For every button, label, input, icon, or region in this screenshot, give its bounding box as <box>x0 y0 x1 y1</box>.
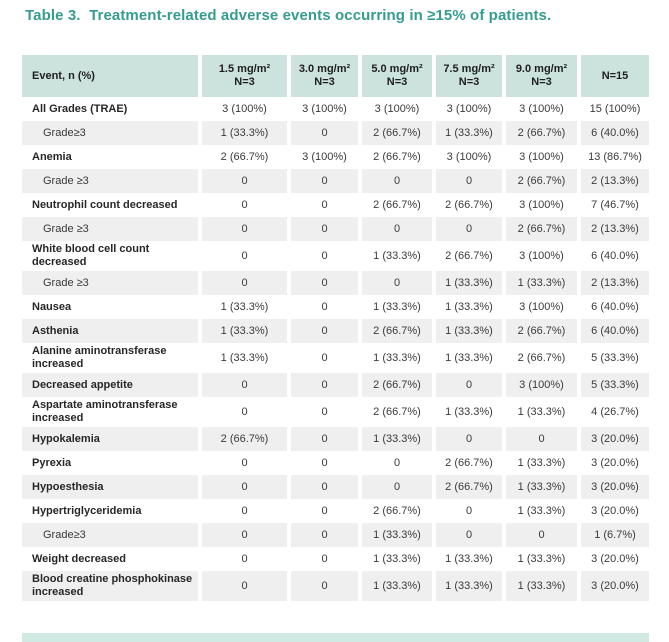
value-cell: 2 (66.7%) <box>358 121 432 145</box>
event-label: Hypoesthesia <box>22 475 198 499</box>
value-cell: 3 (20.0%) <box>577 475 649 499</box>
value-cell: 1 (33.3%) <box>432 343 502 373</box>
column-header <box>577 55 649 97</box>
value-cell: 1 (33.3%) <box>432 295 502 319</box>
value-cell: 4 (26.7%) <box>577 397 649 427</box>
table-row <box>22 475 649 499</box>
event-label: Weight decreased <box>32 552 126 565</box>
value-cell: 0 <box>432 523 502 547</box>
event-label: Pyrexia <box>32 456 72 469</box>
value-cell: 1 (33.3%) <box>432 121 502 145</box>
column-header <box>287 55 358 97</box>
value-cell: 0 <box>502 427 577 451</box>
value-cell: 7 (46.7%) <box>577 193 649 217</box>
table-body <box>22 97 649 601</box>
event-label: All Grades (TRAE) <box>32 102 128 115</box>
column-header-line1: 1.5 mg/m² <box>218 63 271 75</box>
table-row <box>22 427 649 451</box>
value-cell: 0 <box>432 169 502 193</box>
value-cell: 3 (100%) <box>287 97 358 121</box>
value-cell: 1 (33.3%) <box>358 571 432 601</box>
value-cell: 0 <box>287 451 358 475</box>
value-cell: 3 (100%) <box>358 97 432 121</box>
value-cell: 1 (33.3%) <box>502 271 577 295</box>
table-row <box>22 271 649 295</box>
value-cell: 2 (66.7%) <box>358 193 432 217</box>
event-label: Alanine aminotransferase increased <box>32 345 167 370</box>
table-title: Table 3. Treatment-related adverse events occurring in ≥15% of patients. <box>25 7 552 24</box>
value-cell: 2 (66.7%) <box>432 451 502 475</box>
value-cell: 0 <box>287 271 358 295</box>
value-cell: 1 (33.3%) <box>432 397 502 427</box>
column-header-line2: N=3 <box>458 76 480 88</box>
event-label: Decreased appetite <box>22 373 198 397</box>
value-cell: 0 <box>198 571 287 601</box>
value-cell: 0 <box>358 217 432 241</box>
table-row <box>22 451 649 475</box>
value-cell: 0 <box>358 271 432 295</box>
value-cell: 1 (33.3%) <box>502 397 577 427</box>
value-cell: 3 (100%) <box>502 145 577 169</box>
value-cell: 0 <box>287 241 358 271</box>
event-label: Aspartate aminotransferase increased <box>32 399 178 424</box>
table-row <box>22 547 649 571</box>
table-row <box>22 373 649 397</box>
value-cell: 1 (33.3%) <box>502 571 577 601</box>
table-header <box>22 55 649 97</box>
value-cell: 0 <box>287 193 358 217</box>
column-header <box>22 55 198 97</box>
value-cell: 1 (33.3%) <box>432 547 502 571</box>
value-cell: 2 (66.7%) <box>358 319 432 343</box>
column-header <box>502 55 577 97</box>
value-cell: 1 (33.3%) <box>358 343 432 373</box>
value-cell: 3 (20.0%) <box>577 427 649 451</box>
event-label: Grade ≥3 <box>22 169 198 193</box>
value-cell: 0 <box>358 451 432 475</box>
column-header-line1: 7.5 mg/m² <box>443 63 495 75</box>
value-cell: 0 <box>198 451 287 475</box>
value-cell: 2 (66.7%) <box>358 397 432 427</box>
column-header-line1: Event, n (%) <box>32 69 95 82</box>
value-cell: 5 (33.3%) <box>577 373 649 397</box>
value-cell: 0 <box>198 271 287 295</box>
value-cell: 6 (40.0%) <box>577 295 649 319</box>
column-header-line2: N=3 <box>386 76 408 88</box>
column-header-line2: N=3 <box>314 76 335 88</box>
value-cell: 2 (66.7%) <box>432 241 502 271</box>
value-cell: 0 <box>198 397 287 427</box>
value-cell: 0 <box>287 217 358 241</box>
column-header <box>432 55 502 97</box>
value-cell: 0 <box>198 373 287 397</box>
value-cell: 13 (86.7%) <box>577 145 649 169</box>
event-label: Blood creatine phosphokinase increased <box>22 571 198 601</box>
value-cell: 2 (66.7%) <box>502 343 577 373</box>
event-label: Hypokalemia <box>22 427 198 451</box>
value-cell: 1 (33.3%) <box>358 547 432 571</box>
value-cell: 0 <box>432 217 502 241</box>
value-cell: 3 (100%) <box>432 97 502 121</box>
footer-accent-bar <box>22 633 649 642</box>
value-cell: 1 (33.3%) <box>502 499 577 523</box>
value-cell: 0 <box>198 523 287 547</box>
value-cell: 0 <box>287 523 358 547</box>
value-cell: 0 <box>198 241 287 271</box>
value-cell: 3 (100%) <box>287 145 358 169</box>
value-cell: 0 <box>287 571 358 601</box>
value-cell: 2 (66.7%) <box>502 319 577 343</box>
table-row <box>22 295 649 319</box>
value-cell: 0 <box>287 547 358 571</box>
column-header-line1: 5.0 mg/m² <box>371 63 423 75</box>
event-label: Grade ≥3 <box>22 217 198 241</box>
event-label: Grade≥3 <box>22 523 198 547</box>
table-row <box>22 97 649 121</box>
value-cell: 0 <box>358 169 432 193</box>
value-cell: 0 <box>287 427 358 451</box>
column-header <box>358 55 432 97</box>
value-cell: 3 (20.0%) <box>577 451 649 475</box>
column-header-line1: 9.0 mg/m² <box>515 63 568 75</box>
value-cell: 2 (66.7%) <box>502 121 577 145</box>
column-header-line2: N=3 <box>531 76 552 88</box>
column-header-line1: N=15 <box>601 69 629 82</box>
event-label: Nausea <box>32 300 72 313</box>
value-cell: 2 (13.3%) <box>577 271 649 295</box>
value-cell: 3 (100%) <box>432 145 502 169</box>
value-cell: 0 <box>287 169 358 193</box>
value-cell: 2 (66.7%) <box>198 145 287 169</box>
table-row <box>22 397 649 427</box>
value-cell: 15 (100%) <box>577 97 649 121</box>
value-cell: 0 <box>287 295 358 319</box>
table-row <box>22 319 649 343</box>
value-cell: 5 (33.3%) <box>577 343 649 373</box>
value-cell: 1 (33.3%) <box>502 547 577 571</box>
value-cell: 0 <box>198 169 287 193</box>
value-cell: 6 (40.0%) <box>577 241 649 271</box>
value-cell: 3 (100%) <box>502 373 577 397</box>
table-row <box>22 571 649 601</box>
event-label: Anemia <box>32 150 72 163</box>
table-row <box>22 169 649 193</box>
value-cell: 2 (66.7%) <box>358 499 432 523</box>
value-cell: 2 (66.7%) <box>432 475 502 499</box>
value-cell: 0 <box>198 193 287 217</box>
value-cell: 1 (33.3%) <box>198 295 287 319</box>
value-cell: 2 (13.3%) <box>577 217 649 241</box>
value-cell: 0 <box>287 397 358 427</box>
value-cell: 0 <box>198 547 287 571</box>
value-cell: 3 (100%) <box>198 97 287 121</box>
header-row <box>22 55 649 97</box>
value-cell: 2 (66.7%) <box>502 169 577 193</box>
event-label: Grade≥3 <box>22 121 198 145</box>
value-cell: 0 <box>287 499 358 523</box>
value-cell: 1 (33.3%) <box>198 121 287 145</box>
value-cell: 1 (33.3%) <box>432 319 502 343</box>
table-row <box>22 499 649 523</box>
value-cell: 1 (33.3%) <box>358 241 432 271</box>
table-row <box>22 217 649 241</box>
value-cell: 2 (66.7%) <box>358 373 432 397</box>
value-cell: 1 (33.3%) <box>432 271 502 295</box>
value-cell: 1 (33.3%) <box>502 475 577 499</box>
value-cell: 3 (100%) <box>502 193 577 217</box>
value-cell: 0 <box>287 319 358 343</box>
event-label: Hypertriglyceridemia <box>32 504 142 517</box>
value-cell: 2 (13.3%) <box>577 169 649 193</box>
value-cell: 2 (66.7%) <box>432 193 502 217</box>
value-cell: 3 (100%) <box>502 295 577 319</box>
value-cell: 6 (40.0%) <box>577 121 649 145</box>
value-cell: 2 (66.7%) <box>358 145 432 169</box>
value-cell: 6 (40.0%) <box>577 319 649 343</box>
value-cell: 3 (20.0%) <box>577 547 649 571</box>
table-row <box>22 193 649 217</box>
value-cell: 0 <box>198 499 287 523</box>
value-cell: 1 (33.3%) <box>358 427 432 451</box>
value-cell: 0 <box>198 217 287 241</box>
value-cell: 0 <box>502 523 577 547</box>
value-cell: 3 (100%) <box>502 97 577 121</box>
adverse-events-table <box>22 55 649 601</box>
table-row <box>22 343 649 373</box>
event-label: Asthenia <box>22 319 198 343</box>
column-header-line1: 3.0 mg/m² <box>298 63 351 75</box>
value-cell: 1 (33.3%) <box>198 319 287 343</box>
event-label: Neutrophil count decreased <box>32 198 178 211</box>
event-label: Grade ≥3 <box>22 271 198 295</box>
value-cell: 1 (33.3%) <box>198 343 287 373</box>
column-header-line2: N=3 <box>234 76 255 88</box>
event-label: White blood cell count decreased <box>32 243 150 268</box>
value-cell: 3 (20.0%) <box>577 571 649 601</box>
value-cell: 0 <box>198 475 287 499</box>
table-row <box>22 145 649 169</box>
value-cell: 0 <box>287 373 358 397</box>
value-cell: 0 <box>287 343 358 373</box>
value-cell: 0 <box>432 373 502 397</box>
table-row <box>22 121 649 145</box>
value-cell: 1 (33.3%) <box>432 571 502 601</box>
value-cell: 0 <box>358 475 432 499</box>
value-cell: 0 <box>432 427 502 451</box>
value-cell: 1 (33.3%) <box>502 451 577 475</box>
value-cell: 0 <box>432 499 502 523</box>
value-cell: 0 <box>287 475 358 499</box>
value-cell: 3 (100%) <box>502 241 577 271</box>
table-row <box>22 241 649 271</box>
value-cell: 2 (66.7%) <box>198 427 287 451</box>
value-cell: 0 <box>287 121 358 145</box>
value-cell: 3 (20.0%) <box>577 499 649 523</box>
value-cell: 1 (6.7%) <box>577 523 649 547</box>
table-row <box>22 523 649 547</box>
column-header <box>198 55 287 97</box>
value-cell: 2 (66.7%) <box>502 217 577 241</box>
value-cell: 1 (33.3%) <box>358 523 432 547</box>
value-cell: 1 (33.3%) <box>358 295 432 319</box>
